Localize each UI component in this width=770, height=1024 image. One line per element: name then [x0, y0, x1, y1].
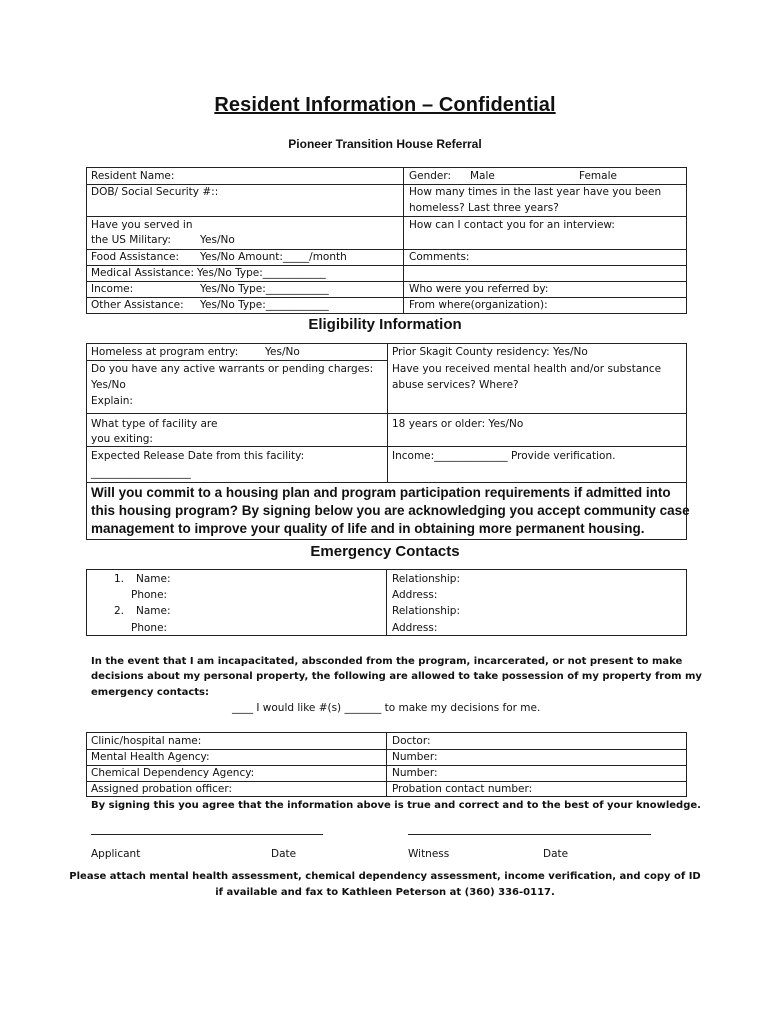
incapacitation-line-1: In the event that I am incapacitated, absconded from the program, incarcerated, or not present to make — [91, 656, 683, 667]
applicant-signature-line[interactable] — [91, 834, 323, 835]
contact-1-number: 1. — [114, 573, 125, 585]
mental-health-number-field[interactable]: Number: — [392, 751, 438, 763]
military-yes-no[interactable]: Yes/No — [200, 234, 235, 246]
warrants-question: Do you have any active warrants or pending charges: — [91, 363, 374, 375]
homeless-entry-yes-no[interactable]: Yes/No — [265, 346, 300, 358]
warrants-explain-field[interactable]: Explain: — [91, 395, 133, 407]
incapacitation-line-3: emergency contacts: — [91, 687, 210, 698]
commitment-line-2: this housing program? By signing below you are acknowledging you accept community case — [91, 503, 690, 518]
gender-label: Gender: — [409, 170, 452, 182]
decision-maker-field[interactable]: ____ I would like #(s) _______ to make my decisions for me. — [232, 702, 541, 714]
facility-type-field[interactable]: you exiting: — [91, 433, 153, 445]
emergency-contacts-table — [86, 569, 687, 636]
emergency-section-title: Emergency Contacts — [310, 543, 460, 560]
resident-table-divider — [403, 168, 404, 313]
comments-field[interactable]: Comments: — [409, 251, 470, 263]
commitment-line-3: management to improve your quality of life and in obtaining more permanent housing. — [91, 521, 645, 536]
food-assistance-field[interactable]: Yes/No Amount:_____/month — [200, 251, 347, 263]
signature-agreement: By signing this you agree that the information above is true and correct and to the best of your knowledge. — [91, 800, 701, 811]
resident-info-table — [86, 167, 687, 314]
contact-2-address-field[interactable]: Address: — [392, 622, 438, 634]
age-yes-no-field[interactable]: 18 years or older: Yes/No — [392, 418, 524, 430]
doctor-field[interactable]: Doctor: — [392, 735, 431, 747]
contact-2-name-field[interactable]: Name: — [136, 605, 171, 617]
witness-label: Witness — [408, 848, 450, 860]
homeless-count-question-2: homeless? Last three years? — [409, 202, 559, 214]
income-label: Income: — [91, 283, 134, 295]
homeless-entry-label: Homeless at program entry: — [91, 346, 239, 358]
contact-1-relationship-field[interactable]: Relationship: — [392, 573, 460, 585]
services-question-2: abuse services? Where? — [392, 379, 519, 391]
contact-1-name-field[interactable]: Name: — [136, 573, 171, 585]
form-subtitle: Pioneer Transition House Referral — [288, 137, 482, 151]
row-divider — [87, 446, 687, 447]
prior-residency-field[interactable]: Prior Skagit County residency: Yes/No — [392, 346, 588, 358]
providers-table — [86, 732, 687, 797]
applicant-label: Applicant — [91, 848, 141, 860]
form-title: Resident Information – Confidential — [214, 94, 556, 116]
eligibility-section-title: Eligibility Information — [308, 316, 462, 333]
medical-assistance-label: Medical Assistance: — [91, 267, 195, 279]
eligibility-table — [86, 343, 687, 483]
clinic-name-field[interactable]: Clinic/hospital name: — [91, 735, 202, 747]
release-date-field[interactable]: ___________________ — [91, 467, 191, 479]
row-divider — [87, 413, 687, 414]
mental-health-agency-field[interactable]: Mental Health Agency: — [91, 751, 210, 763]
homeless-count-question[interactable]: How many times in the last year have you been — [409, 186, 662, 198]
contact-1-phone-field[interactable]: Phone: — [131, 589, 168, 601]
income-field[interactable]: Yes/No Type:____________ — [200, 283, 329, 295]
contact-2-relationship-field[interactable]: Relationship: — [392, 605, 460, 617]
row-divider — [403, 265, 687, 266]
contact-1-address-field[interactable]: Address: — [392, 589, 438, 601]
footer-instructions-line-1: Please attach mental health assessment, chemical dependency assessment, income verification, and copy of ID — [69, 871, 701, 882]
contact-method-field[interactable]: How can I contact you for an interview: — [409, 219, 615, 231]
probation-officer-field[interactable]: Assigned probation officer: — [91, 783, 233, 795]
gender-female-option[interactable]: Female — [579, 170, 617, 182]
other-assistance-label: Other Assistance: — [91, 299, 184, 311]
contact-2-number: 2. — [114, 605, 125, 617]
footer-instructions-line-2: if available and fax to Kathleen Peterson at (360) 336-0117. — [215, 887, 555, 898]
medical-assistance-field[interactable]: Yes/No Type:____________ — [197, 267, 326, 279]
contact-2-phone-field[interactable]: Phone: — [131, 622, 168, 634]
chemical-dependency-number-field[interactable]: Number: — [392, 767, 438, 779]
incapacitation-line-2: decisions about my personal property, the following are allowed to take possession of my property from my — [91, 671, 702, 682]
income-verification-field[interactable]: Income:______________ Provide verification. — [392, 450, 616, 462]
other-assistance-field[interactable]: Yes/No Type:____________ — [200, 299, 329, 311]
military-label-2: the US Military: — [91, 234, 171, 246]
gender-male-option[interactable]: Male — [470, 170, 495, 182]
referred-by-field[interactable]: Who were you referred by: — [409, 283, 549, 295]
release-date-label: Expected Release Date from this facility: — [91, 450, 305, 462]
emergency-table-divider — [386, 570, 387, 635]
military-label: Have you served in — [91, 219, 193, 231]
commitment-line-1: Will you commit to a housing plan and program participation requirements if admitted into — [91, 485, 671, 500]
witness-signature-line[interactable] — [408, 834, 651, 835]
witness-date-label: Date — [543, 848, 569, 860]
food-assistance-label: Food Assistance: — [91, 251, 180, 263]
dob-ssn-field[interactable]: DOB/ Social Security #:: — [91, 186, 219, 198]
probation-contact-number-field[interactable]: Probation contact number: — [392, 783, 533, 795]
chemical-dependency-agency-field[interactable]: Chemical Dependency Agency: — [91, 767, 255, 779]
referring-organization-field[interactable]: From where(organization): — [409, 299, 548, 311]
warrants-yes-no[interactable]: Yes/No — [91, 379, 126, 391]
facility-type-label: What type of facility are — [91, 418, 218, 430]
services-question[interactable]: Have you received mental health and/or substance — [392, 363, 662, 375]
resident-name-field[interactable]: Resident Name: — [91, 170, 175, 182]
applicant-date-label: Date — [271, 848, 297, 860]
